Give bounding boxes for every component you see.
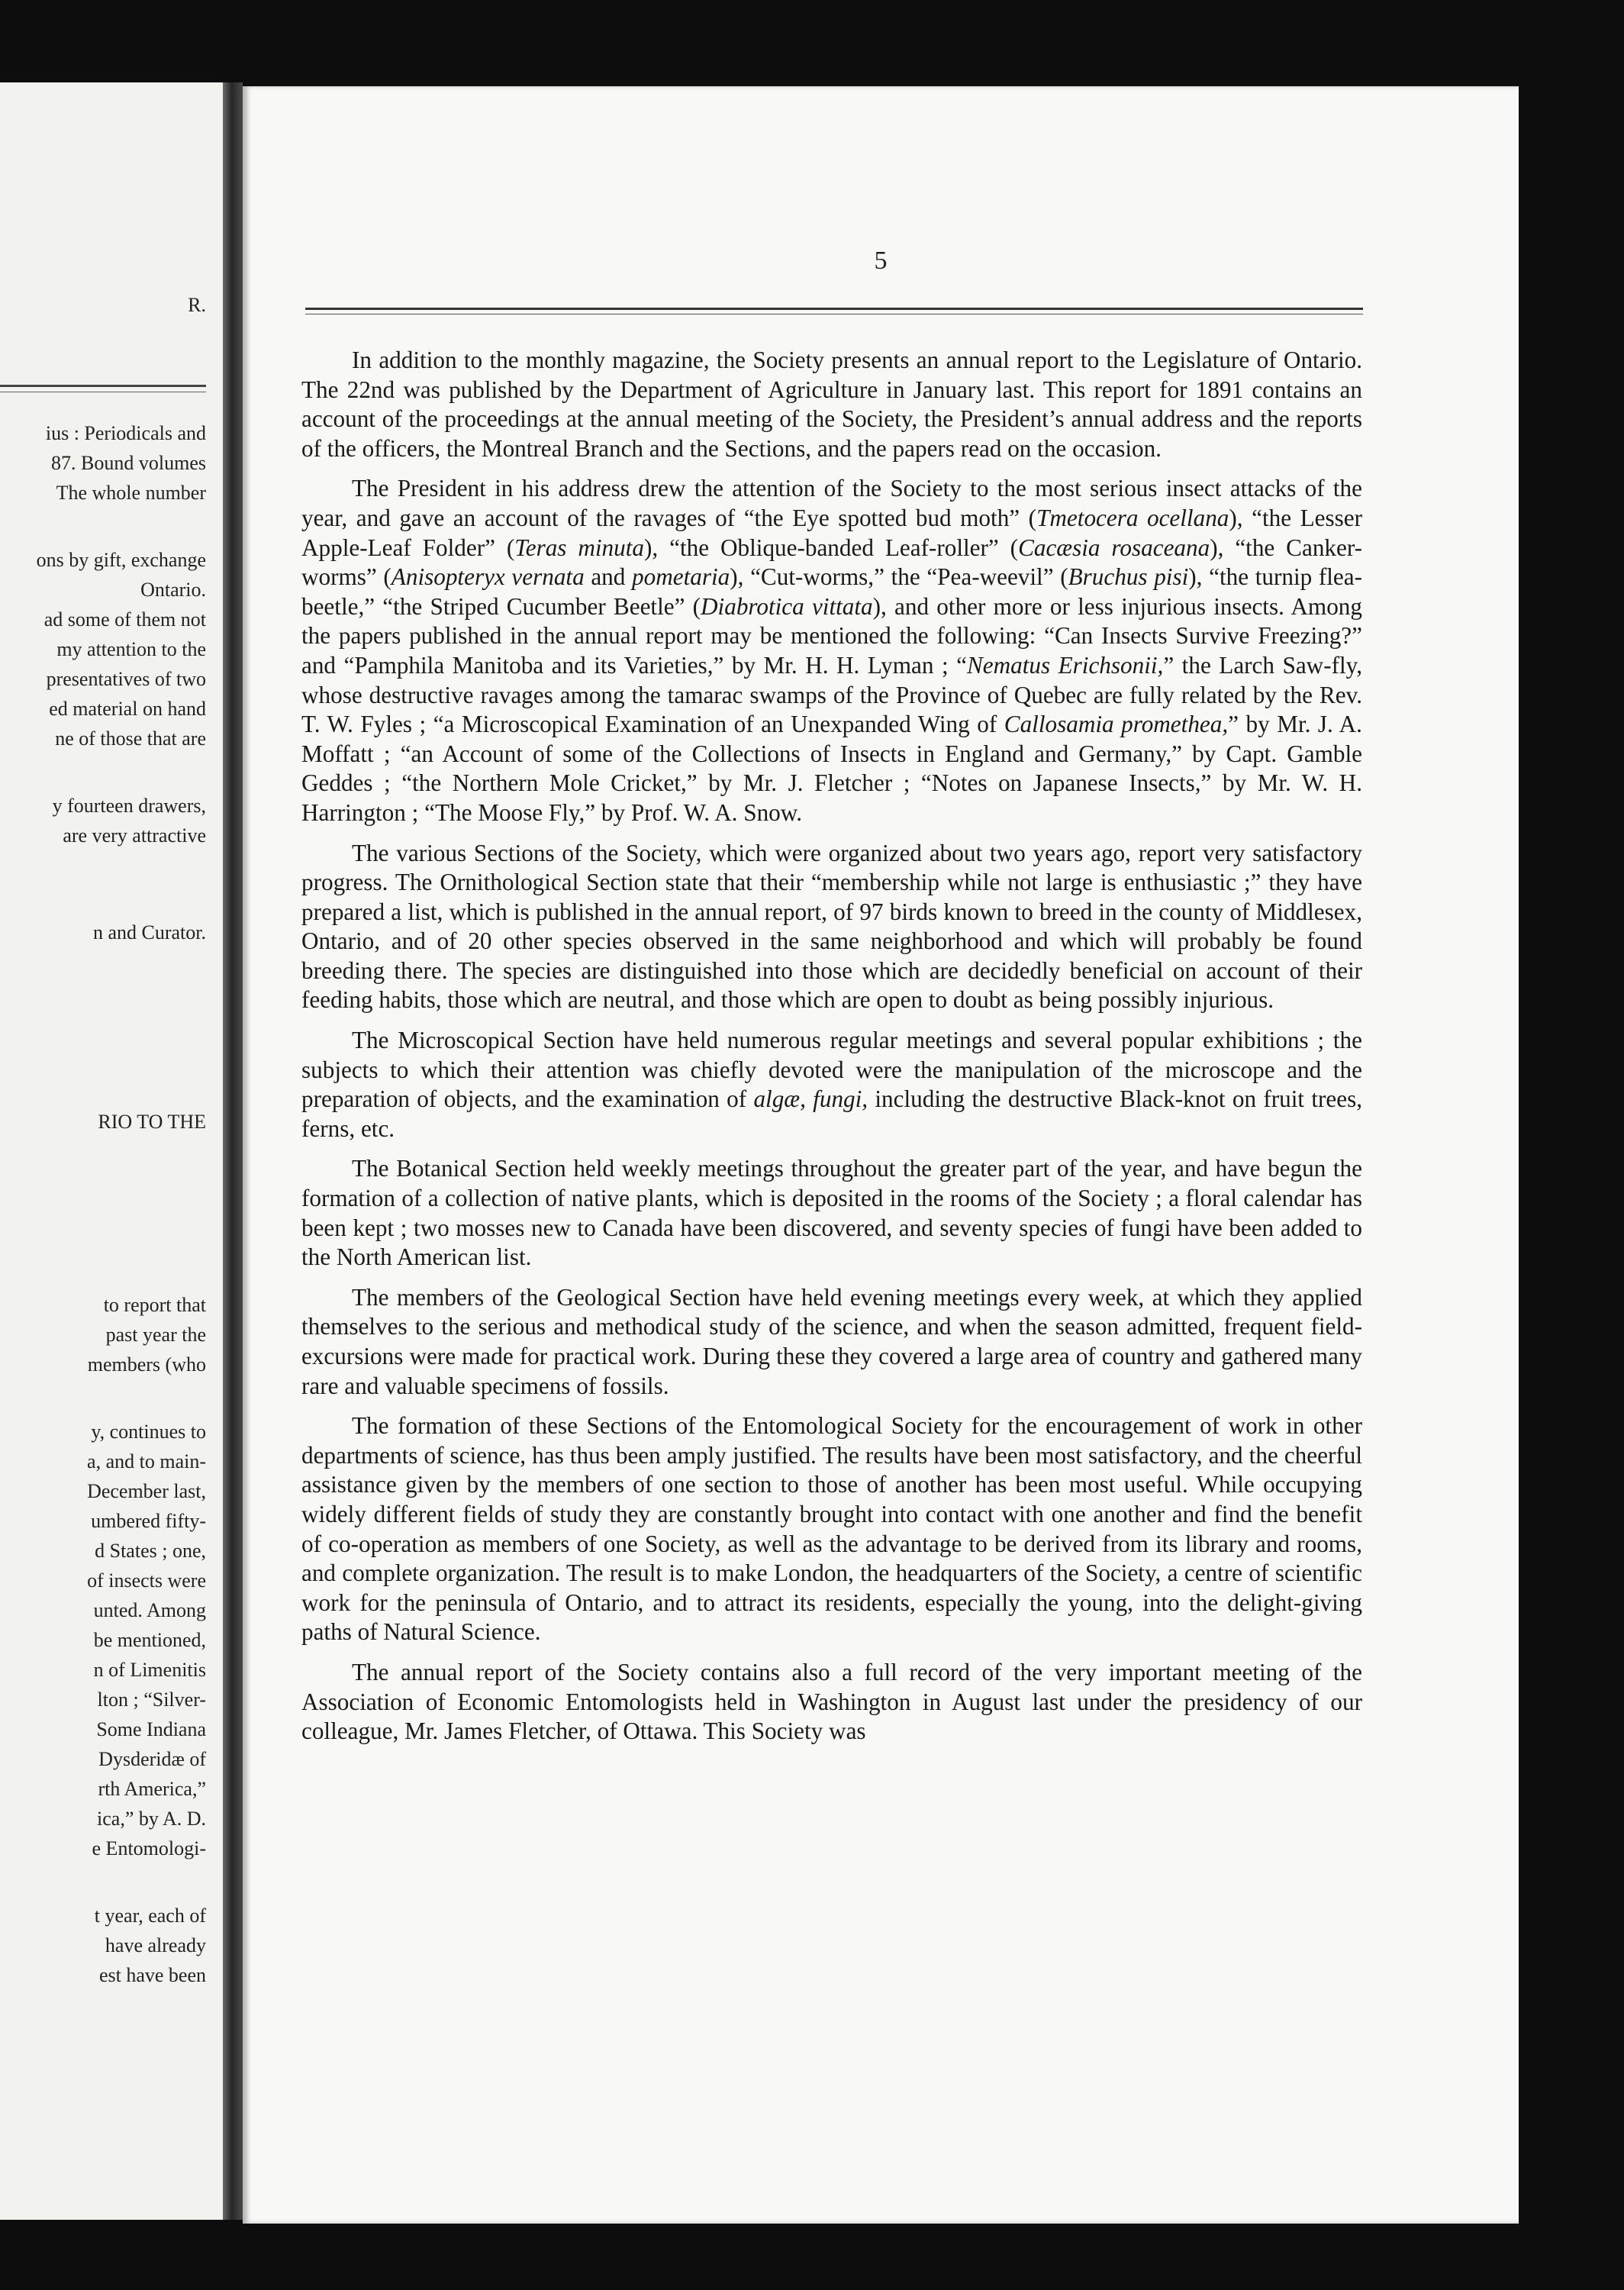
left-page-text-fragment: n of Limenitis bbox=[93, 1659, 206, 1681]
left-page-text-fragment: est have been bbox=[98, 1964, 206, 1986]
text-run: ), “the turnip flea-beetle,” “the Striped Cucumber Beetle” ( bbox=[301, 563, 1362, 620]
left-page-text-fragment: rth America,” bbox=[98, 1778, 206, 1800]
paragraph bbox=[301, 1658, 1362, 1747]
text-run: ), “the Canker-worms” ( bbox=[301, 534, 1363, 591]
left-page-text-fragment: t year, each of bbox=[94, 1905, 206, 1927]
left-page-text-fragment: umbered fifty- bbox=[91, 1510, 206, 1532]
italic-run: Callosamia promethea, bbox=[1004, 711, 1229, 738]
left-page-text-fragment: ed material on hand bbox=[49, 698, 206, 720]
left-page-text-fragment: to report that bbox=[103, 1294, 206, 1316]
left-page-text-fragment: n and Curator. bbox=[92, 921, 206, 943]
left-page-text-fragment: December last, bbox=[87, 1480, 206, 1502]
paragraph bbox=[301, 346, 1362, 463]
left-page-text-fragment: e Entomologi- bbox=[92, 1837, 206, 1859]
italic-run: Diabrotica vittata bbox=[701, 592, 873, 620]
left-page-text-fragment: Dysderidæ of bbox=[98, 1748, 206, 1770]
left-page-text-fragment: y, continues to bbox=[91, 1421, 206, 1443]
left-page-text-fragment: 87. Bound volumes bbox=[51, 452, 206, 474]
text-run: The members of the Geological Section have held evening meetings every week, at which they applied themselves to the serious and methodical study of the science, and when the season admitted, frequent field-excursions were made for practical work. During these they covered a large area of country and gathered many rare and valuable specimens of fossils. bbox=[301, 1283, 1362, 1399]
text-run: The President in his address drew the attention of the Society to the most serious insect attacks of the year, and gave an account of the ravages of “the Eye spotted bud moth” ( bbox=[301, 475, 1362, 531]
header-rule bbox=[305, 308, 1363, 314]
left-page-text-fragment: R. bbox=[188, 294, 206, 316]
left-page-rule bbox=[0, 385, 206, 392]
left-page-text-fragment: of insects were bbox=[87, 1569, 206, 1592]
left-page-text-fragment: Some Indiana bbox=[96, 1718, 206, 1740]
left-page-text-fragment: RIO TO THE bbox=[98, 1111, 206, 1133]
text-run: and bbox=[584, 563, 633, 591]
left-page-text-fragment: be mentioned, bbox=[93, 1629, 206, 1651]
left-page-text-fragment: ad some of them not bbox=[44, 608, 206, 631]
italic-run: Cacæsia rosaceana bbox=[1018, 534, 1210, 561]
italic-run: Tmetocera ocellana bbox=[1036, 504, 1229, 531]
left-page-text-fragment: have already bbox=[105, 1934, 206, 1956]
left-page-text-fragment: unted. Among bbox=[93, 1599, 206, 1621]
left-page-text-fragment: ius : Periodicals and bbox=[45, 422, 206, 444]
italic-run: Bruchus pisi bbox=[1068, 563, 1189, 591]
text-run: including the destructive Black-knot on fruit trees, ferns, etc. bbox=[301, 1085, 1362, 1142]
text-run: The Microscopical Section have held numerous regular meetings and several popular exhibitions ; the subjects to which their attention was chiefly devoted were the manipulation of the microscope and the preparation of objects, and the examination of bbox=[301, 1027, 1362, 1113]
left-page-text-fragment: past year the bbox=[105, 1324, 206, 1346]
left-page-text-fragment: y fourteen drawers, bbox=[52, 795, 206, 817]
italic-run: algæ, fungi, bbox=[753, 1085, 868, 1113]
right-page bbox=[243, 86, 1519, 2224]
left-page-text-fragment: presentatives of two bbox=[46, 668, 206, 690]
left-page-text-fragment: are very attractive bbox=[63, 824, 206, 847]
left-page-text-fragment: ica,” by A. D. bbox=[97, 1808, 206, 1830]
text-run: ), “the Oblique-banded Leaf-roller” ( bbox=[644, 534, 1019, 561]
text-run: ), “Cut-worms,” the “Pea-weevil” ( bbox=[730, 563, 1068, 591]
left-page-text-fragment: members (who bbox=[87, 1353, 206, 1376]
left-page-text-fragment: The whole number bbox=[56, 482, 206, 504]
left-page-text-fragment: d States ; one, bbox=[95, 1540, 206, 1562]
body-text bbox=[301, 346, 1362, 1757]
text-run: ), “the Lesser Apple-Leaf Folder” ( bbox=[301, 504, 1362, 561]
paragraph bbox=[301, 1026, 1362, 1143]
left-page-text-fragment: Ontario. bbox=[140, 579, 206, 601]
left-page-text-fragment: lton ; “Silver- bbox=[97, 1688, 206, 1711]
paragraph bbox=[301, 1411, 1362, 1647]
paragraph bbox=[301, 1154, 1362, 1272]
italic-run: Nematus Erichsonii, bbox=[966, 651, 1164, 679]
text-run: The various Sections of the Society, which were organized about two years ago, report very satisfactory progress. The Ornithological Section state that their “membership while not large is enthusiastic ;” they have prepared a list, which is published in the annual report, of 97 birds known to breed in the county of Middlesex, Ontario, and of 20 other species observed in the same neighborhood and which will probably be found breeding there. The species are distinguished into those which are decidedly beneficial on account of their feeding habits, those which are neutral, and those which are open to doubt as being possibly injurious. bbox=[301, 839, 1362, 1014]
left-facing-page bbox=[0, 82, 229, 2220]
text-run: The annual report of the Society contains also a full record of the very important meeting of the Association of Economic Entomologists held in Washington in August last under the presidency of our colleague, Mr. James Fletcher, of Ottawa. This Society was bbox=[301, 1658, 1362, 1745]
left-page-text-fragment: a, and to main- bbox=[87, 1450, 206, 1472]
text-run: In addition to the monthly magazine, the Society presents an annual report to the Legislature of Ontario. The 22nd was published by the Department of Agriculture in January last. This report for 1891 contains an account of the proceedings at the annual meeting of the Society, the President’s annual address and the reports of the officers, the Montreal Branch and the Sections, and the papers read on the occasion. bbox=[301, 347, 1362, 462]
text-run: The Botanical Section held weekly meetings throughout the greater part of the year, and have begun the formation of a collection of native plants, which is deposited in the rooms of the Society ; a floral calendar has been kept ; two mosses new to Canada have been discovered, and seventy species of fungi have been added to the North American list. bbox=[301, 1155, 1362, 1271]
text-run: ” the Larch Saw-fly, whose destructive ravages among the tamarac swamps of the Province of Quebec are fully related by the Rev. T. W. Fyles ; “a Microscopical Examination of an Unexpanded Wing of bbox=[301, 651, 1362, 738]
left-page-text-fragment: ne of those that are bbox=[55, 727, 206, 750]
paragraph bbox=[301, 1283, 1362, 1401]
paragraph bbox=[301, 839, 1362, 1016]
page-number: 5 bbox=[874, 247, 888, 275]
left-page-text-fragment: my attention to the bbox=[56, 638, 206, 660]
italic-run: Anisopteryx vernata bbox=[391, 563, 585, 591]
text-run: The formation of these Sections of the Entomological Society for the encouragement of work in other departments of science, has thus been amply justified. The results have been most satisfactory, and the cheerful assistance given by the members of one section to those of another has been most useful. While occupying widely different fields of study they are constantly brought into contact with one another and find the benefit of co-operation as members of one Society, as well as the advantage to be derived from its library and rooms, and complete organization. The result is to make London, the headquarters of the Society, a centre of scientific work for the peninsula of Ontario, and to attract its residents, especially the young, into the delight-giving paths of Natural Science. bbox=[301, 1412, 1362, 1646]
italic-run: Teras minuta bbox=[514, 534, 645, 561]
paragraph bbox=[301, 474, 1362, 827]
text-run: ), and other more or less injurious insects. Among the papers published in the annual report may be mentioned the following: “Can Insects Survive Freezing?” and “Pamphila Manitoba and its Varieties,” by Mr. H. H. Lyman ; “ bbox=[301, 592, 1362, 679]
text-run: ” by Mr. J. A. Moffatt ; “an Account of some of the Collections of Insects in England and Germany,” by Capt. Gamble Geddes ; “the Northern Mole Cricket,” by Mr. J. Fletcher ; “Notes on Japanese Insects,” by Mr. W. H. Harrington ; “The Moose Fly,” by Prof. W. A. Snow. bbox=[301, 711, 1362, 826]
italic-run: pometaria bbox=[632, 563, 730, 591]
left-page-text-fragment: ons by gift, exchange bbox=[36, 549, 206, 571]
book-gutter bbox=[223, 82, 243, 2220]
